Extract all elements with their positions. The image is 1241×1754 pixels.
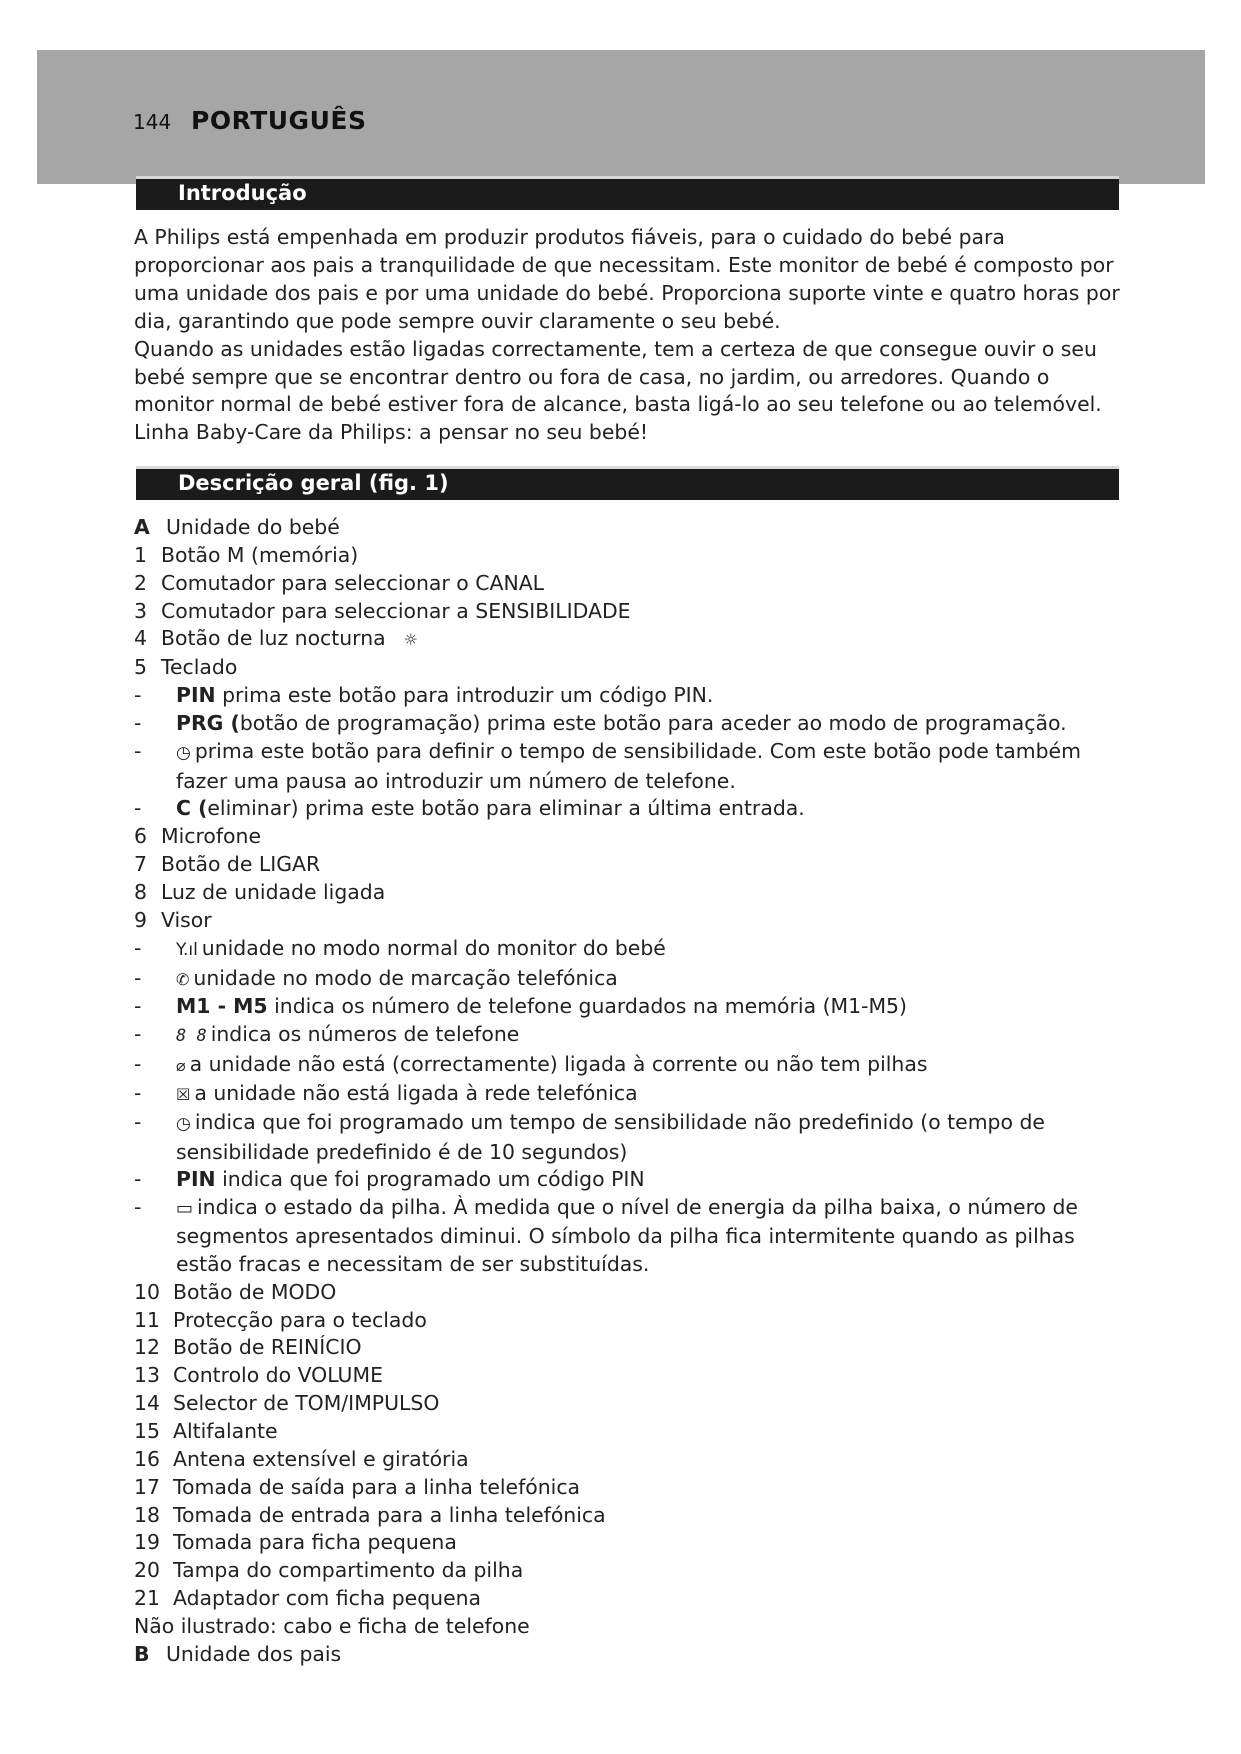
intro-paragraph: A Philips está empenhada em produzir produtos fiáveis, para o cuidado do bebé para proporcionar aos pais a tranquilidade de que necessitam. Este monitor de bebé é composto por uma unidade dos pais e por uma unidade do bebé. Proporciona suporte vinte e quatro horas por dia, garantindo que pode sempre ouvir claramente o seu bebé. xyxy=(134,225,1120,333)
list-item: B Unidade dos pais xyxy=(134,1641,342,1666)
list-item: 8 Luz de unidade ligada xyxy=(134,879,386,904)
sub-item: - C (eliminar) prima este botão para eliminar a última entrada. xyxy=(134,796,805,821)
no-phone-line-icon: ☒ xyxy=(176,1084,191,1104)
list-item: 15 Altifalante xyxy=(134,1419,278,1443)
handset-icon: ✆ xyxy=(176,969,190,989)
digits-icon: 8 8 xyxy=(176,1026,207,1047)
intro-paragraph: Linha Baby-Care da Philips: a pensar no seu bebé! xyxy=(134,420,649,445)
overview-list xyxy=(134,514,1134,1669)
list-item: 6 Microfone xyxy=(134,824,262,849)
list-note: Não ilustrado: cabo e ficha de telefone xyxy=(134,1613,530,1638)
section-title: Descrição geral (fig. 1) xyxy=(178,471,449,495)
sub-item: - M1 - M5 indica os número de telefone guardados na memória (M1-M5) xyxy=(134,994,907,1019)
sub-item: - ✆ unidade no modo de marcação telefónica xyxy=(134,965,1134,994)
list-item: 21 Adaptador com ficha pequena xyxy=(134,1586,482,1611)
sub-item: - PRG (botão de programação) prima este botão para aceder ao modo de programação. xyxy=(134,710,1067,735)
list-item: 14 Selector de TOM/IMPULSO xyxy=(134,1391,440,1416)
sub-item: - ☒ a unidade não está ligada à rede telefónica xyxy=(134,1080,1134,1109)
sub-item: - ▭ indica o estado da pilha. À medida que o nível de energia da pilha baixa, o número de segmentos apresentados diminui. O símbolo da pilha fica intermitente quando as pilhas estão fracas e necessitam de ser substituídas. xyxy=(134,1195,1078,1276)
clock-icon: ◷ xyxy=(176,1113,191,1134)
night-light-icon: ☼ xyxy=(403,630,418,650)
section-bar-overview xyxy=(136,466,1119,500)
list-item: 19 Tomada para ficha pequena xyxy=(134,1530,457,1555)
list-item: A Unidade do bebé xyxy=(134,515,340,539)
page-number: 144 xyxy=(133,110,172,134)
list-item: 9 Visor xyxy=(134,907,212,932)
intro-paragraph: Quando as unidades estão ligadas correctamente, tem a certeza de que consegue ouvir o seu bebé sempre que se encontrar dentro ou fora de casa, no jardim, ou arredores. Quando o monitor normal de bebé estiver fora de alcance, basta ligá-lo ao seu telefone ou ao telemóvel. xyxy=(134,336,1102,417)
list-item: 12 Botão de REINÍCIO xyxy=(134,1335,362,1360)
section-bar-introduction xyxy=(136,176,1119,210)
list-item: 7 Botão de LIGAR xyxy=(134,852,321,877)
list-item: 1 Botão M (memória) xyxy=(134,542,359,567)
clock-icon: ◷ xyxy=(176,742,191,763)
header-band xyxy=(37,50,1205,184)
sub-item: - 8 8 indica os números de telefone xyxy=(134,1021,1134,1051)
no-power-icon: ⌀ xyxy=(176,1056,186,1076)
battery-icon: ▭ xyxy=(176,1198,194,1220)
list-item: 17 Tomada de saída para a linha telefónica xyxy=(134,1474,581,1499)
list-item: 13 Controlo do VOLUME xyxy=(134,1363,383,1388)
list-item: 20 Tampa do compartimento da pilha xyxy=(134,1558,524,1583)
sub-item: - ⌀ a unidade não está (correctamente) ligada à corrente ou não tem pilhas xyxy=(134,1051,1134,1080)
signal-icon: Y.ıl xyxy=(176,939,198,960)
list-item: 2 Comutador para seleccionar o CANAL xyxy=(134,570,545,595)
sub-item: - ◷ prima este botão para definir o tempo de sensibilidade. Com este botão pode também fazer uma pausa ao introduzir um número de telefone. xyxy=(134,738,1081,793)
list-item: 16 Antena extensível e giratória xyxy=(134,1446,469,1471)
sub-item: - ◷ indica que foi programado um tempo de sensibilidade não predefinido (o tempo de sensibilidade predefinido é de 10 segundos) xyxy=(134,1109,1045,1164)
list-item: 11 Protecção para o teclado xyxy=(134,1307,427,1332)
intro-text xyxy=(134,224,1134,447)
list-item: 18 Tomada de entrada para a linha telefónica xyxy=(134,1502,606,1527)
list-item: 4 Botão de luz nocturna ☼ xyxy=(134,625,1134,654)
section-title: Introdução xyxy=(178,181,307,205)
sub-item: - Y.ıl unidade no modo normal do monitor do bebé xyxy=(134,935,1134,965)
list-item: 3 Comutador para seleccionar a SENSIBILIDADE xyxy=(134,598,631,623)
sub-item: - PIN indica que foi programado um código PIN xyxy=(134,1167,645,1192)
list-item: 5 Teclado xyxy=(134,655,238,680)
language-title: PORTUGUÊS xyxy=(191,106,367,135)
sub-item: - PIN prima este botão para introduzir um código PIN. xyxy=(134,683,714,708)
list-item: 10 Botão de MODO xyxy=(134,1279,337,1304)
